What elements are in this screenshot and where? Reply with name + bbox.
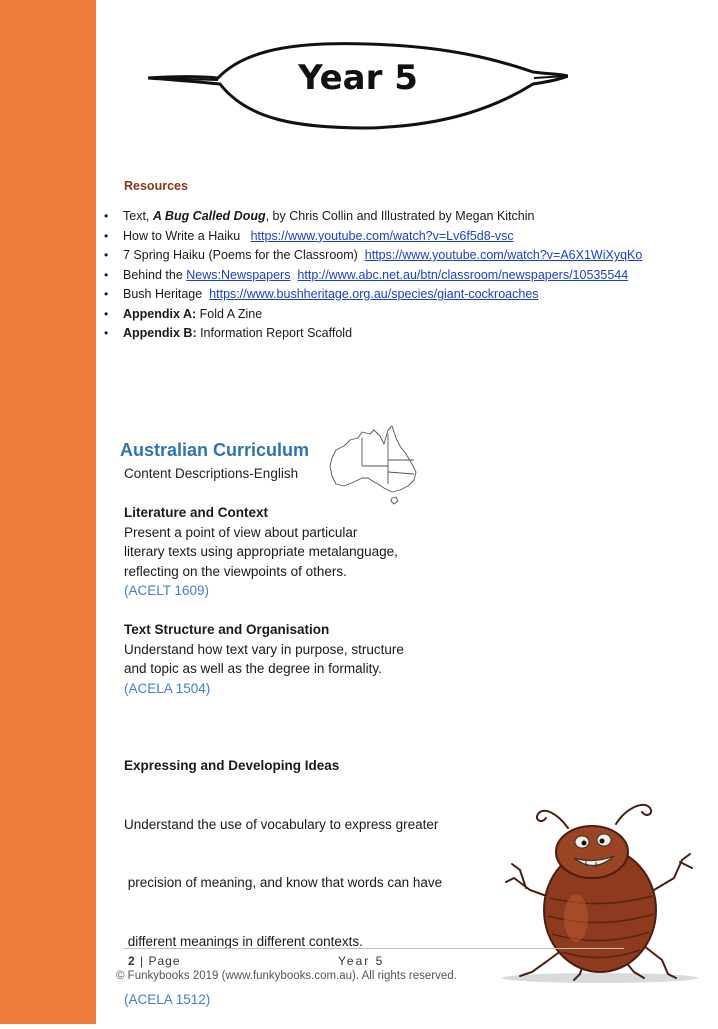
resources-list <box>104 207 642 344</box>
resource-text: How to Write a Haiku <box>123 228 251 243</box>
resource-text: , by Chris Collin and Illustrated by Megan Kitchin <box>265 209 535 223</box>
page-title: Year 5 <box>298 58 418 98</box>
section-line: Present a point of view about particular <box>124 524 358 540</box>
resource-text: Bush Heritage <box>123 287 210 301</box>
page-number-value: 2 <box>128 954 136 968</box>
list-item <box>104 285 642 305</box>
section-line: reflecting on the viewpoints of others. <box>124 563 347 579</box>
resource-text: Text, <box>123 209 153 223</box>
curriculum-code: (ACELA 1512) <box>124 992 211 1007</box>
curriculum-title: Australian Curriculum <box>120 440 310 460</box>
page-word: Page <box>148 954 181 968</box>
news-newspapers-link[interactable]: News:Newspapers <box>186 267 291 282</box>
resource-text: Behind the <box>123 267 187 282</box>
bush-heritage-link[interactable]: https://www.bushheritage.org.au/species/giant-cockroaches <box>209 287 539 301</box>
section-line: and topic as well as the degree in formality. <box>124 661 382 676</box>
expressing-ideas-section <box>124 717 484 1029</box>
footer-divider <box>124 948 624 949</box>
footer-year: Year 5 <box>338 954 385 968</box>
appendix-label: Appendix B: <box>123 326 197 340</box>
resource-text: 7 Spring Haiku (Poems for the Classroom) <box>123 248 365 262</box>
text-structure-section <box>124 620 484 698</box>
page-number <box>128 954 181 968</box>
curriculum-code: (ACELA 1504) <box>124 680 211 696</box>
section-line: precision of meaning, and know that words can have <box>124 875 443 890</box>
curriculum-code: (ACELT 1609) <box>124 583 210 598</box>
section-line: Understand how text vary in purpose, structure <box>124 641 404 657</box>
copyright-notice: © Funkybooks 2019 (www.funkybooks.com.au). All rights reserved. <box>116 970 457 982</box>
cockroach-illustration <box>496 778 702 986</box>
spring-haiku-link[interactable]: https://www.youtube.com/watch?v=A6X1WiXyqKo <box>364 248 643 262</box>
list-item <box>104 266 642 286</box>
list-item <box>104 324 642 344</box>
literature-context-section <box>124 503 484 601</box>
orange-sidebar <box>0 0 96 1024</box>
section-line: Understand the use of vocabulary to express greater <box>124 816 439 832</box>
section-heading: Expressing and Developing Ideas <box>124 758 340 773</box>
resource-text: Fold A Zine <box>196 306 263 321</box>
resource-text: Information Report Scaffold <box>196 326 353 340</box>
section-line: different meanings in different contexts. <box>124 933 363 949</box>
haiku-video-link[interactable]: https://www.youtube.com/watch?v=Lv6f5d8-vsc <box>250 228 514 243</box>
list-item <box>104 227 642 247</box>
list-item <box>104 305 642 325</box>
australia-map-icon <box>326 424 420 508</box>
abc-btn-link[interactable]: http://www.abc.net.au/btn/classroom/newspapers/10535544 <box>297 267 629 282</box>
appendix-label: Appendix A: <box>123 306 197 321</box>
curriculum-subtitle: Content Descriptions-English <box>124 466 299 481</box>
page-separator: | <box>135 954 149 968</box>
section-line: literary texts using appropriate metalanguage, <box>124 544 398 559</box>
section-heading: Text Structure and Organisation <box>124 622 330 637</box>
list-item <box>104 207 642 227</box>
book-title: A Bug Called Doug <box>152 209 266 223</box>
resources-heading: Resources <box>124 179 188 193</box>
section-heading: Literature and Context <box>124 505 269 520</box>
list-item <box>104 246 642 266</box>
